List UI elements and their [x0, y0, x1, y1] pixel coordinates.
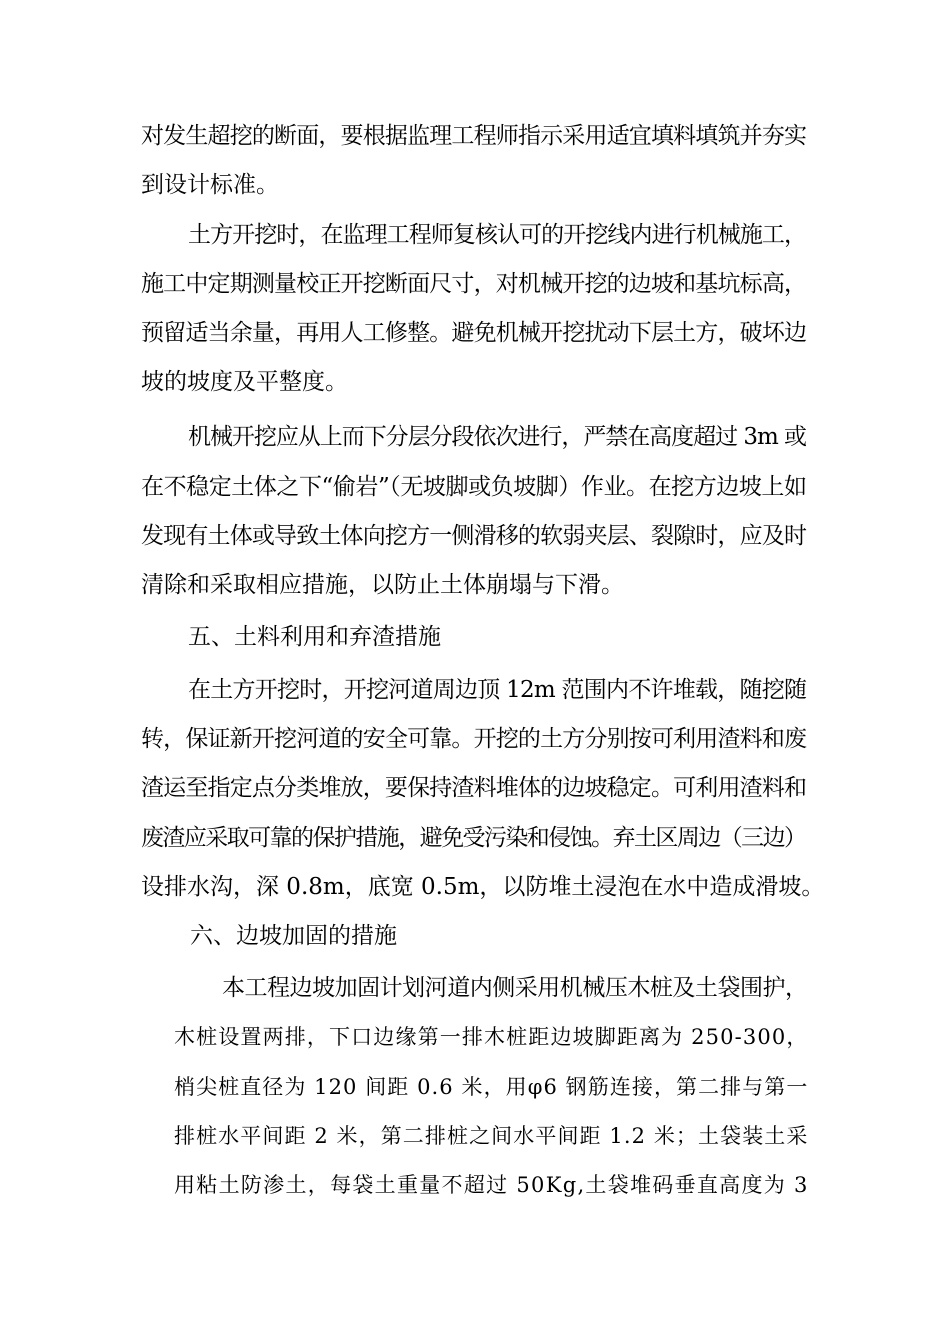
text-line: 施工中定期测量校正开挖断面尺寸，对机械开挖的边坡和基坑标高，	[141, 271, 807, 297]
text-line: 预留适当余量，再用人工修整。避免机械开挖扰动下层土方，破坏边	[141, 320, 807, 346]
text-line: 渣运至指定点分类堆放，要保持渣料堆体的边坡稳定。可利用渣料和	[141, 775, 807, 801]
section-heading: 六、边坡加固的措施	[190, 923, 397, 949]
text-line: 清除和采取相应措施，以防止土体崩塌与下滑。	[141, 572, 624, 598]
section-heading: 五、土料利用和弃渣措施	[188, 624, 441, 650]
text-line: 木桩设置两排，下口边缘第一排木桩距边坡脚距离为 250-300，	[174, 1025, 809, 1049]
text-line: 对发生超挖的断面，要根据监理工程师指示采用适宜填料填筑并夯实	[141, 123, 807, 149]
text-line: 坡的坡度及平整度。	[141, 369, 348, 395]
text-line: 本工程边坡加固计划河道内侧采用机械压木桩及土袋围护，	[222, 975, 808, 1001]
text-line: 排桩水平间距 2 米，第二排桩之间水平间距 1.2 米；土袋装土采	[174, 1124, 809, 1148]
text-line: 土方开挖时，在监理工程师复核认可的开挖线内进行机械施工，	[188, 222, 807, 248]
text-line: 机械开挖应从上而下分层分段依次进行，严禁在高度超过 3m 或	[188, 424, 806, 450]
text-line: 转，保证新开挖河道的安全可靠。开挖的土方分别按可利用渣料和废	[141, 726, 807, 752]
text-line: 到设计标准。	[141, 172, 279, 198]
text-line: 发现有土体或导致土体向挖方一侧滑移的软弱夹层、裂隙时，应及时	[141, 523, 807, 549]
text-line: 梢尖桩直径为 120 间距 0.6 米，用φ6 钢筋连接，第二排与第一	[174, 1075, 809, 1099]
text-line: 废渣应采取可靠的保护措施，避免受污染和侵蚀。弃土区周边（三边）	[141, 825, 806, 851]
text-line: 设排水沟，深 0.8m，底宽 0.5m，以防堆土浸泡在水中造成滑坡。	[141, 874, 825, 900]
text-line: 在土方开挖时，开挖河道周边顶 12m 范围内不许堆载，随挖随	[188, 677, 807, 703]
text-line: 用粘土防渗土，每袋土重量不超过 50Kg,土袋堆码垂直高度为 3	[174, 1173, 809, 1197]
text-line: 在不稳定土体之下“偷岩”（无坡脚或负坡脚）作业。在挖方边坡上如	[141, 474, 807, 500]
